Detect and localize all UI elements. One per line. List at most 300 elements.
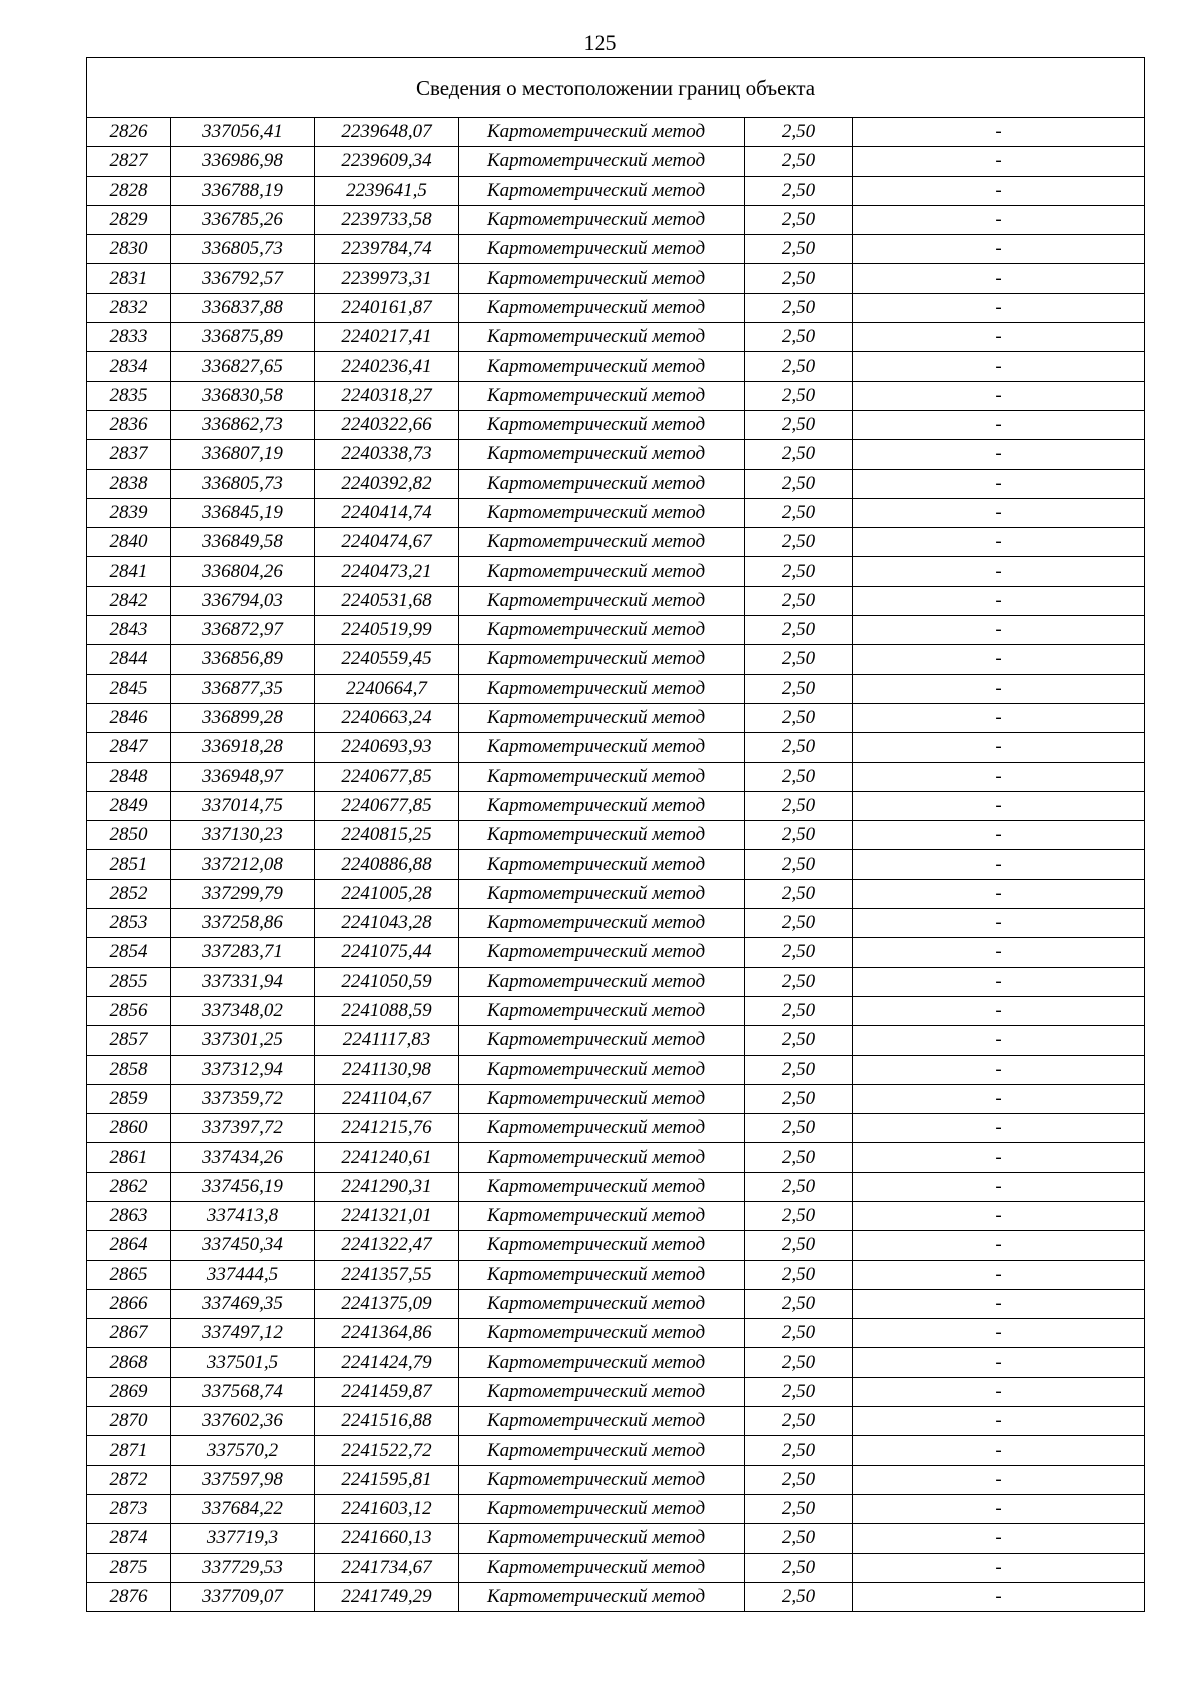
accuracy-cell: 2,50 (745, 733, 853, 762)
x-coordinate-cell: 336788,19 (171, 176, 315, 205)
method-cell: Картометрический метод (459, 645, 745, 674)
y-coordinate-cell: 2241088,59 (315, 996, 459, 1025)
point-number-cell: 2872 (87, 1465, 171, 1494)
accuracy-cell: 2,50 (745, 1084, 853, 1113)
method-cell: Картометрический метод (459, 469, 745, 498)
point-number-cell: 2869 (87, 1377, 171, 1406)
method-cell: Картометрический метод (459, 498, 745, 527)
accuracy-cell: 2,50 (745, 381, 853, 410)
accuracy-cell: 2,50 (745, 703, 853, 732)
boundary-table (86, 57, 1145, 1612)
description-cell: - (853, 879, 1145, 908)
y-coordinate-cell: 2240519,99 (315, 616, 459, 645)
method-cell: Картометрический метод (459, 674, 745, 703)
description-cell: - (853, 1524, 1145, 1553)
point-number-cell: 2830 (87, 235, 171, 264)
accuracy-cell: 2,50 (745, 1231, 853, 1260)
x-coordinate-cell: 336794,03 (171, 586, 315, 615)
accuracy-cell: 2,50 (745, 469, 853, 498)
x-coordinate-cell: 336837,88 (171, 293, 315, 322)
y-coordinate-cell: 2241321,01 (315, 1201, 459, 1230)
y-coordinate-cell: 2239648,07 (315, 118, 459, 147)
method-cell: Картометрический метод (459, 528, 745, 557)
method-cell: Картометрический метод (459, 1201, 745, 1230)
method-cell: Картометрический метод (459, 118, 745, 147)
table-row (87, 791, 1145, 820)
y-coordinate-cell: 2240414,74 (315, 498, 459, 527)
x-coordinate-cell: 337301,25 (171, 1026, 315, 1055)
x-coordinate-cell: 337212,08 (171, 850, 315, 879)
description-cell: - (853, 938, 1145, 967)
description-cell: - (853, 586, 1145, 615)
table-row (87, 879, 1145, 908)
table-row (87, 1494, 1145, 1523)
table-row (87, 850, 1145, 879)
method-cell: Картометрический метод (459, 1553, 745, 1582)
table-row (87, 645, 1145, 674)
description-cell: - (853, 762, 1145, 791)
method-cell: Картометрический метод (459, 703, 745, 732)
y-coordinate-cell: 2239609,34 (315, 147, 459, 176)
description-cell: - (853, 118, 1145, 147)
description-cell: - (853, 1084, 1145, 1113)
y-coordinate-cell: 2241603,12 (315, 1494, 459, 1523)
description-cell: - (853, 909, 1145, 938)
accuracy-cell: 2,50 (745, 1407, 853, 1436)
description-cell: - (853, 147, 1145, 176)
table-row (87, 352, 1145, 381)
description-cell: - (853, 235, 1145, 264)
x-coordinate-cell: 336792,57 (171, 264, 315, 293)
accuracy-cell: 2,50 (745, 967, 853, 996)
method-cell: Картометрический метод (459, 176, 745, 205)
y-coordinate-cell: 2240322,66 (315, 410, 459, 439)
point-number-cell: 2840 (87, 528, 171, 557)
accuracy-cell: 2,50 (745, 586, 853, 615)
method-cell: Картометрический метод (459, 616, 745, 645)
point-number-cell: 2829 (87, 205, 171, 234)
point-number-cell: 2868 (87, 1348, 171, 1377)
point-number-cell: 2839 (87, 498, 171, 527)
method-cell: Картометрический метод (459, 762, 745, 791)
point-number-cell: 2852 (87, 879, 171, 908)
x-coordinate-cell: 336805,73 (171, 469, 315, 498)
x-coordinate-cell: 336845,19 (171, 498, 315, 527)
description-cell: - (853, 557, 1145, 586)
point-number-cell: 2854 (87, 938, 171, 967)
y-coordinate-cell: 2241240,61 (315, 1143, 459, 1172)
point-number-cell: 2862 (87, 1172, 171, 1201)
x-coordinate-cell: 337014,75 (171, 791, 315, 820)
point-number-cell: 2849 (87, 791, 171, 820)
y-coordinate-cell: 2241364,86 (315, 1319, 459, 1348)
point-number-cell: 2874 (87, 1524, 171, 1553)
table-row (87, 1143, 1145, 1172)
method-cell: Картометрический метод (459, 791, 745, 820)
description-cell: - (853, 1553, 1145, 1582)
table-row (87, 938, 1145, 967)
y-coordinate-cell: 2240693,93 (315, 733, 459, 762)
x-coordinate-cell: 337331,94 (171, 967, 315, 996)
table-row (87, 1289, 1145, 1318)
point-number-cell: 2847 (87, 733, 171, 762)
point-number-cell: 2831 (87, 264, 171, 293)
y-coordinate-cell: 2240338,73 (315, 440, 459, 469)
method-cell: Картометрический метод (459, 909, 745, 938)
description-cell: - (853, 1436, 1145, 1465)
point-number-cell: 2851 (87, 850, 171, 879)
description-cell: - (853, 1172, 1145, 1201)
accuracy-cell: 2,50 (745, 1114, 853, 1143)
y-coordinate-cell: 2240473,21 (315, 557, 459, 586)
table-row (87, 1465, 1145, 1494)
table-row (87, 967, 1145, 996)
accuracy-cell: 2,50 (745, 1055, 853, 1084)
description-cell: - (853, 528, 1145, 557)
point-number-cell: 2827 (87, 147, 171, 176)
accuracy-cell: 2,50 (745, 850, 853, 879)
method-cell: Картометрический метод (459, 1172, 745, 1201)
method-cell: Картометрический метод (459, 996, 745, 1025)
method-cell: Картометрический метод (459, 264, 745, 293)
y-coordinate-cell: 2240474,67 (315, 528, 459, 557)
table-row (87, 586, 1145, 615)
table-row (87, 1114, 1145, 1143)
x-coordinate-cell: 337450,34 (171, 1231, 315, 1260)
point-number-cell: 2855 (87, 967, 171, 996)
y-coordinate-cell: 2239641,5 (315, 176, 459, 205)
table-row (87, 762, 1145, 791)
accuracy-cell: 2,50 (745, 440, 853, 469)
y-coordinate-cell: 2241104,67 (315, 1084, 459, 1113)
method-cell: Картометрический метод (459, 1524, 745, 1553)
description-cell: - (853, 205, 1145, 234)
y-coordinate-cell: 2240664,7 (315, 674, 459, 703)
table-row (87, 1436, 1145, 1465)
description-cell: - (853, 1582, 1145, 1611)
point-number-cell: 2835 (87, 381, 171, 410)
accuracy-cell: 2,50 (745, 1319, 853, 1348)
method-cell: Картометрический метод (459, 879, 745, 908)
x-coordinate-cell: 336805,73 (171, 235, 315, 264)
x-coordinate-cell: 337299,79 (171, 879, 315, 908)
accuracy-cell: 2,50 (745, 264, 853, 293)
table-row (87, 557, 1145, 586)
y-coordinate-cell: 2240236,41 (315, 352, 459, 381)
accuracy-cell: 2,50 (745, 1201, 853, 1230)
point-number-cell: 2871 (87, 1436, 171, 1465)
x-coordinate-cell: 337684,22 (171, 1494, 315, 1523)
point-number-cell: 2870 (87, 1407, 171, 1436)
table-row (87, 996, 1145, 1025)
table-row (87, 498, 1145, 527)
y-coordinate-cell: 2240886,88 (315, 850, 459, 879)
method-cell: Картометрический метод (459, 1319, 745, 1348)
y-coordinate-cell: 2241130,98 (315, 1055, 459, 1084)
accuracy-cell: 2,50 (745, 645, 853, 674)
method-cell: Картометрический метод (459, 938, 745, 967)
accuracy-cell: 2,50 (745, 1436, 853, 1465)
point-number-cell: 2850 (87, 821, 171, 850)
accuracy-cell: 2,50 (745, 1260, 853, 1289)
point-number-cell: 2844 (87, 645, 171, 674)
y-coordinate-cell: 2241075,44 (315, 938, 459, 967)
y-coordinate-cell: 2241117,83 (315, 1026, 459, 1055)
accuracy-cell: 2,50 (745, 1172, 853, 1201)
y-coordinate-cell: 2240531,68 (315, 586, 459, 615)
table-row (87, 1055, 1145, 1084)
method-cell: Картометрический метод (459, 1289, 745, 1318)
description-cell: - (853, 1348, 1145, 1377)
x-coordinate-cell: 337312,94 (171, 1055, 315, 1084)
method-cell: Картометрический метод (459, 1026, 745, 1055)
y-coordinate-cell: 2241290,31 (315, 1172, 459, 1201)
description-cell: - (853, 1319, 1145, 1348)
description-cell: - (853, 1465, 1145, 1494)
method-cell: Картометрический метод (459, 1465, 745, 1494)
table-row (87, 821, 1145, 850)
x-coordinate-cell: 337130,23 (171, 821, 315, 850)
x-coordinate-cell: 337258,86 (171, 909, 315, 938)
method-cell: Картометрический метод (459, 1231, 745, 1260)
point-number-cell: 2848 (87, 762, 171, 791)
y-coordinate-cell: 2241459,87 (315, 1377, 459, 1406)
table-row (87, 674, 1145, 703)
description-cell: - (853, 264, 1145, 293)
description-cell: - (853, 440, 1145, 469)
accuracy-cell: 2,50 (745, 821, 853, 850)
point-number-cell: 2873 (87, 1494, 171, 1523)
table-row (87, 1231, 1145, 1260)
y-coordinate-cell: 2240318,27 (315, 381, 459, 410)
method-cell: Картометрический метод (459, 1260, 745, 1289)
table-row (87, 205, 1145, 234)
y-coordinate-cell: 2240161,87 (315, 293, 459, 322)
y-coordinate-cell: 2241322,47 (315, 1231, 459, 1260)
table-row (87, 264, 1145, 293)
method-cell: Картометрический метод (459, 1143, 745, 1172)
x-coordinate-cell: 336899,28 (171, 703, 315, 732)
point-number-cell: 2859 (87, 1084, 171, 1113)
x-coordinate-cell: 336948,97 (171, 762, 315, 791)
x-coordinate-cell: 337501,5 (171, 1348, 315, 1377)
table-row (87, 528, 1145, 557)
table-row (87, 1319, 1145, 1348)
table-title-row (87, 58, 1145, 118)
accuracy-cell: 2,50 (745, 1465, 853, 1494)
table-row (87, 1377, 1145, 1406)
description-cell: - (853, 293, 1145, 322)
table-row (87, 1201, 1145, 1230)
point-number-cell: 2864 (87, 1231, 171, 1260)
description-cell: - (853, 176, 1145, 205)
x-coordinate-cell: 337444,5 (171, 1260, 315, 1289)
description-cell: - (853, 703, 1145, 732)
x-coordinate-cell: 337348,02 (171, 996, 315, 1025)
y-coordinate-cell: 2241357,55 (315, 1260, 459, 1289)
description-cell: - (853, 410, 1145, 439)
method-cell: Картометрический метод (459, 586, 745, 615)
y-coordinate-cell: 2240677,85 (315, 791, 459, 820)
x-coordinate-cell: 337456,19 (171, 1172, 315, 1201)
point-number-cell: 2865 (87, 1260, 171, 1289)
accuracy-cell: 2,50 (745, 235, 853, 264)
point-number-cell: 2867 (87, 1319, 171, 1348)
description-cell: - (853, 1114, 1145, 1143)
y-coordinate-cell: 2240559,45 (315, 645, 459, 674)
accuracy-cell: 2,50 (745, 1377, 853, 1406)
x-coordinate-cell: 336827,65 (171, 352, 315, 381)
table-row (87, 733, 1145, 762)
point-number-cell: 2832 (87, 293, 171, 322)
x-coordinate-cell: 336856,89 (171, 645, 315, 674)
x-coordinate-cell: 336830,58 (171, 381, 315, 410)
x-coordinate-cell: 337568,74 (171, 1377, 315, 1406)
x-coordinate-cell: 337359,72 (171, 1084, 315, 1113)
method-cell: Картометрический метод (459, 1055, 745, 1084)
y-coordinate-cell: 2241375,09 (315, 1289, 459, 1318)
description-cell: - (853, 1055, 1145, 1084)
y-coordinate-cell: 2241734,67 (315, 1553, 459, 1582)
description-cell: - (853, 733, 1145, 762)
y-coordinate-cell: 2241215,76 (315, 1114, 459, 1143)
table-row (87, 410, 1145, 439)
table-row (87, 469, 1145, 498)
accuracy-cell: 2,50 (745, 352, 853, 381)
accuracy-cell: 2,50 (745, 1494, 853, 1523)
x-coordinate-cell: 336849,58 (171, 528, 315, 557)
point-number-cell: 2836 (87, 410, 171, 439)
table-row (87, 381, 1145, 410)
y-coordinate-cell: 2241516,88 (315, 1407, 459, 1436)
point-number-cell: 2826 (87, 118, 171, 147)
y-coordinate-cell: 2240815,25 (315, 821, 459, 850)
table-row (87, 1524, 1145, 1553)
x-coordinate-cell: 337413,8 (171, 1201, 315, 1230)
x-coordinate-cell: 337570,2 (171, 1436, 315, 1465)
description-cell: - (853, 352, 1145, 381)
x-coordinate-cell: 336862,73 (171, 410, 315, 439)
y-coordinate-cell: 2239784,74 (315, 235, 459, 264)
method-cell: Картометрический метод (459, 1377, 745, 1406)
accuracy-cell: 2,50 (745, 1582, 853, 1611)
accuracy-cell: 2,50 (745, 118, 853, 147)
description-cell: - (853, 645, 1145, 674)
point-number-cell: 2856 (87, 996, 171, 1025)
method-cell: Картометрический метод (459, 1348, 745, 1377)
accuracy-cell: 2,50 (745, 498, 853, 527)
y-coordinate-cell: 2241005,28 (315, 879, 459, 908)
table-row (87, 147, 1145, 176)
point-number-cell: 2857 (87, 1026, 171, 1055)
description-cell: - (853, 967, 1145, 996)
table-row (87, 176, 1145, 205)
x-coordinate-cell: 336785,26 (171, 205, 315, 234)
description-cell: - (853, 1289, 1145, 1318)
y-coordinate-cell: 2239733,58 (315, 205, 459, 234)
description-cell: - (853, 821, 1145, 850)
accuracy-cell: 2,50 (745, 410, 853, 439)
x-coordinate-cell: 337602,36 (171, 1407, 315, 1436)
method-cell: Картометрический метод (459, 440, 745, 469)
x-coordinate-cell: 337469,35 (171, 1289, 315, 1318)
method-cell: Картометрический метод (459, 1407, 745, 1436)
accuracy-cell: 2,50 (745, 1553, 853, 1582)
x-coordinate-cell: 336918,28 (171, 733, 315, 762)
point-number-cell: 2866 (87, 1289, 171, 1318)
point-number-cell: 2845 (87, 674, 171, 703)
x-coordinate-cell: 337397,72 (171, 1114, 315, 1143)
accuracy-cell: 2,50 (745, 879, 853, 908)
x-coordinate-cell: 337729,53 (171, 1553, 315, 1582)
point-number-cell: 2858 (87, 1055, 171, 1084)
accuracy-cell: 2,50 (745, 528, 853, 557)
x-coordinate-cell: 336875,89 (171, 323, 315, 352)
y-coordinate-cell: 2240677,85 (315, 762, 459, 791)
accuracy-cell: 2,50 (745, 996, 853, 1025)
section-title: Сведения о местоположении границ объекта (87, 58, 1145, 118)
description-cell: - (853, 1231, 1145, 1260)
description-cell: - (853, 616, 1145, 645)
description-cell: - (853, 498, 1145, 527)
method-cell: Картометрический метод (459, 205, 745, 234)
point-number-cell: 2841 (87, 557, 171, 586)
method-cell: Картометрический метод (459, 1084, 745, 1113)
description-cell: - (853, 674, 1145, 703)
point-number-cell: 2846 (87, 703, 171, 732)
y-coordinate-cell: 2241660,13 (315, 1524, 459, 1553)
description-cell: - (853, 1143, 1145, 1172)
accuracy-cell: 2,50 (745, 791, 853, 820)
description-cell: - (853, 1026, 1145, 1055)
method-cell: Картометрический метод (459, 235, 745, 264)
description-cell: - (853, 791, 1145, 820)
method-cell: Картометрический метод (459, 733, 745, 762)
table-row (87, 1553, 1145, 1582)
point-number-cell: 2875 (87, 1553, 171, 1582)
y-coordinate-cell: 2241522,72 (315, 1436, 459, 1465)
y-coordinate-cell: 2241595,81 (315, 1465, 459, 1494)
y-coordinate-cell: 2241749,29 (315, 1582, 459, 1611)
x-coordinate-cell: 337719,3 (171, 1524, 315, 1553)
accuracy-cell: 2,50 (745, 147, 853, 176)
accuracy-cell: 2,50 (745, 938, 853, 967)
x-coordinate-cell: 337597,98 (171, 1465, 315, 1494)
method-cell: Картометрический метод (459, 967, 745, 996)
table-row (87, 616, 1145, 645)
method-cell: Картометрический метод (459, 147, 745, 176)
x-coordinate-cell: 336804,26 (171, 557, 315, 586)
point-number-cell: 2876 (87, 1582, 171, 1611)
accuracy-cell: 2,50 (745, 205, 853, 234)
method-cell: Картометрический метод (459, 1494, 745, 1523)
table-row (87, 323, 1145, 352)
y-coordinate-cell: 2241050,59 (315, 967, 459, 996)
y-coordinate-cell: 2240392,82 (315, 469, 459, 498)
table-row (87, 909, 1145, 938)
accuracy-cell: 2,50 (745, 1524, 853, 1553)
method-cell: Картометрический метод (459, 1436, 745, 1465)
description-cell: - (853, 996, 1145, 1025)
table-body (87, 58, 1145, 1612)
method-cell: Картометрический метод (459, 821, 745, 850)
description-cell: - (853, 1407, 1145, 1436)
y-coordinate-cell: 2240217,41 (315, 323, 459, 352)
point-number-cell: 2843 (87, 616, 171, 645)
table-row (87, 703, 1145, 732)
x-coordinate-cell: 337709,07 (171, 1582, 315, 1611)
accuracy-cell: 2,50 (745, 674, 853, 703)
